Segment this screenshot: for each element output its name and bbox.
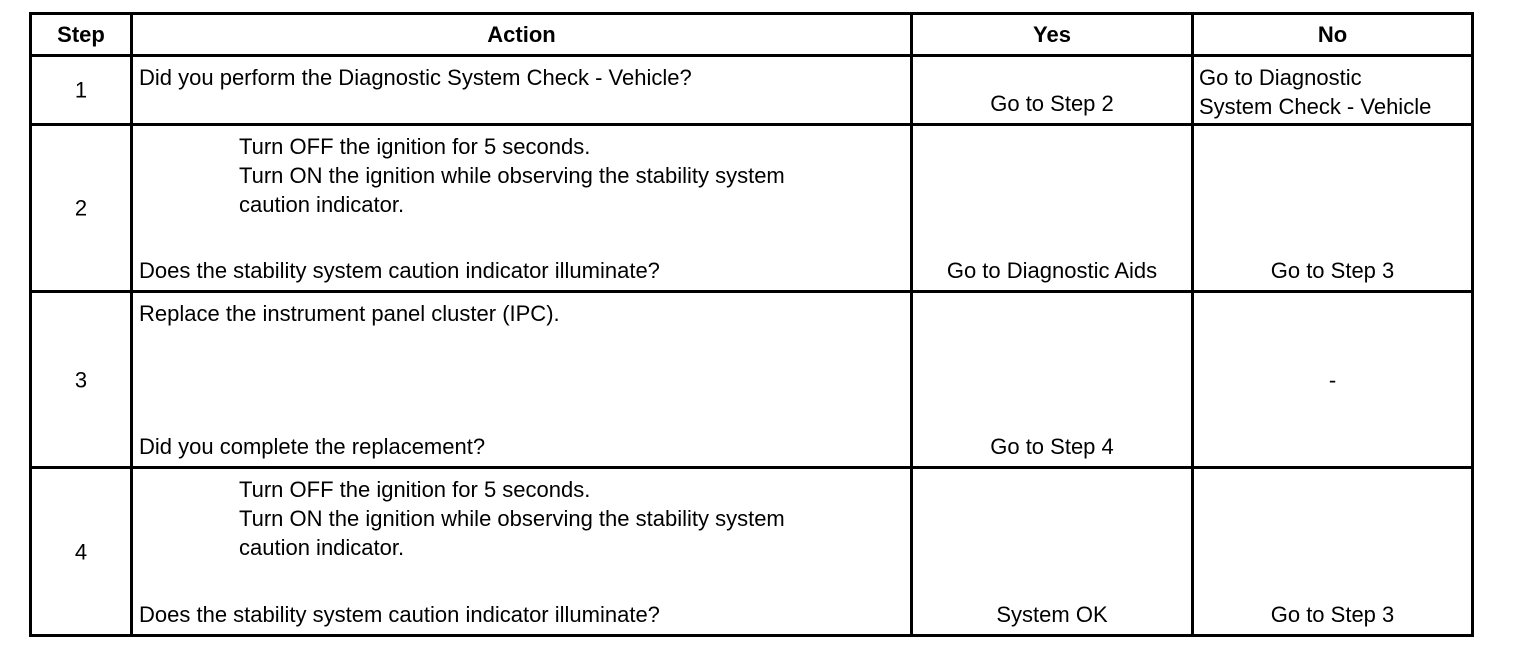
header-yes: Yes: [912, 14, 1193, 56]
action-cell: [132, 292, 912, 468]
table-row: [31, 292, 1473, 468]
step-cell: [31, 125, 132, 292]
step-cell: [31, 468, 132, 636]
header-no: No: [1193, 14, 1473, 56]
yes-result: Go to Diagnostic Aids: [946, 258, 1158, 283]
yes-result: Go to Step 2: [990, 91, 1114, 116]
no-result: -: [1328, 367, 1337, 392]
no-cell: [1193, 468, 1473, 636]
step-cell: [31, 56, 132, 125]
action-cell: [132, 468, 912, 636]
action-instructions: Replace the instrument panel cluster (IPC).: [139, 301, 560, 326]
action-question: Did you complete the replacement?: [139, 434, 486, 459]
step-number: 1: [74, 77, 88, 103]
step-cell: [31, 292, 132, 468]
step-number: 4: [74, 539, 88, 564]
diagnostic-table: [29, 12, 1474, 637]
action-question: Does the stability system caution indicator illuminate?: [139, 258, 660, 283]
action-cell: [132, 56, 912, 125]
no-result: Go to Diagnostic System Check - Vehicle: [1199, 65, 1432, 119]
yes-cell: [912, 125, 1193, 292]
yes-cell: [912, 292, 1193, 468]
step-number: 2: [74, 195, 88, 221]
no-cell: [1193, 292, 1473, 468]
table-row: [31, 56, 1473, 125]
no-result: Go to Step 3: [1270, 258, 1395, 283]
table-row: [31, 125, 1473, 292]
step-number: 3: [74, 367, 88, 392]
header-step: Step: [31, 14, 132, 56]
no-result: Go to Step 3: [1270, 602, 1395, 627]
action-instructions: Turn OFF the ignition for 5 seconds. Turn ON the ignition while observing the stability system caution indicator.: [239, 134, 785, 217]
no-cell: [1193, 125, 1473, 292]
table-row: [31, 468, 1473, 636]
yes-cell: [912, 56, 1193, 125]
table-header-row: [31, 14, 1473, 56]
yes-result: Go to Step 4: [990, 434, 1114, 459]
yes-cell: [912, 468, 1193, 636]
no-cell: [1193, 56, 1473, 125]
action-cell: [132, 125, 912, 292]
header-action: Action: [132, 14, 912, 56]
action-question: Does the stability system caution indicator illuminate?: [139, 602, 660, 627]
action-question: Did you perform the Diagnostic System Check - Vehicle?: [139, 65, 692, 90]
action-instructions: Turn OFF the ignition for 5 seconds. Turn ON the ignition while observing the stability system caution indicator.: [239, 477, 785, 560]
yes-result: System OK: [996, 602, 1108, 627]
